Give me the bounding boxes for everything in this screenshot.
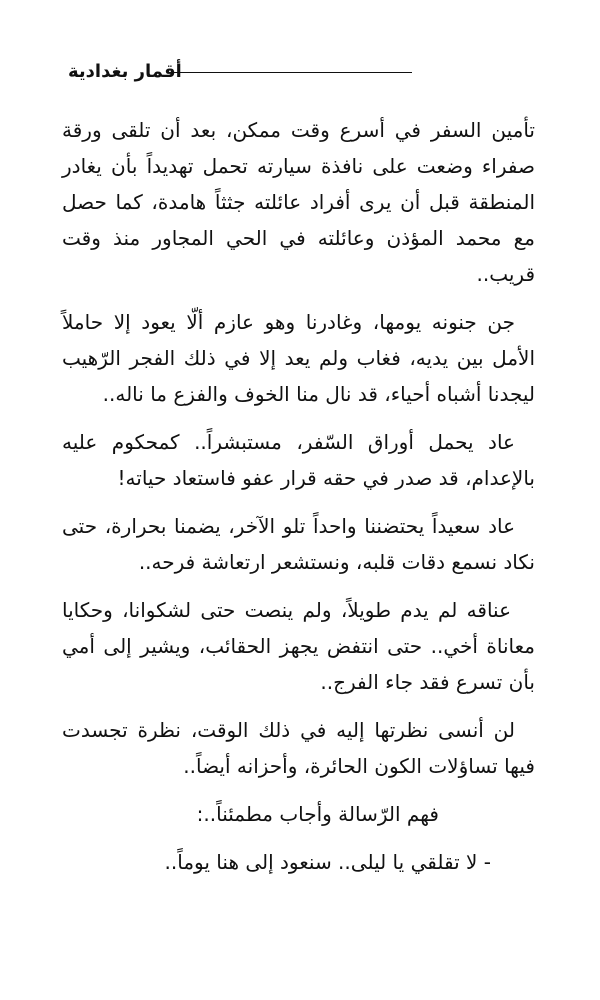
book-title: أقمار بغدادية	[68, 61, 182, 82]
paragraph-7: فهم الرّسالة وأجاب مطمئناً..:	[196, 802, 439, 826]
paragraph-5: عناقه لم يدم طويلاً، ولم ينصت حتى لشكوانا، وحكايا معاناة أخي.. حتى انتفض يجهز الحقائب، ويشير إلى أمي بأن تسرع فقد جاء الفرج..	[62, 598, 535, 694]
paragraph-4: عاد سعيداً يحتضننا واحداً تلو الآخر، يضمنا بحرارة، حتى نكاد نسمع دقات قلبه، ونستشعر ارتعاشة فرحه..	[62, 514, 535, 574]
page-body	[62, 112, 535, 892]
paragraph-2: جن جنونه يومها، وغادرنا وهو عازم ألّا يعود إلا حاملاً الأمل بين يديه، فغاب ولم يعد إلا في ذلك الفجر الرّهيب ليجدنا أشباه أحياء، قد نال منا الخوف والفزع ما ناله..	[62, 310, 535, 406]
dialogue-line: - لا تقلقي يا ليلى.. سنعود إلى هنا يوماً..	[164, 850, 491, 874]
paragraph-6: لن أنسى نظرتها إليه في ذلك الوقت، نظرة تجسدت فيها تساؤلات الكون الحائرة، وأحزانه أيضاً..	[62, 718, 535, 778]
header-rule	[168, 72, 412, 73]
paragraph-3: عاد يحمل أوراق السّفر، مستبشراً.. كمحكوم عليه بالإعدام، قد صدر في حقه قرار عفو فاستعاد حياته!	[62, 430, 535, 490]
paragraph-1: تأمين السفر في أسرع وقت ممكن، بعد أن تلقى ورقة صفراء وضعت على نافذة سيارته تحمل تهديداً بأن يغادر المنطقة قبل أن يرى أفراد عائلته جثثاً هامدة، كما حصل مع محمد المؤذن وعائلته في الحي المجاور منذ وقت قريب..	[62, 118, 535, 286]
running-header	[0, 58, 600, 88]
